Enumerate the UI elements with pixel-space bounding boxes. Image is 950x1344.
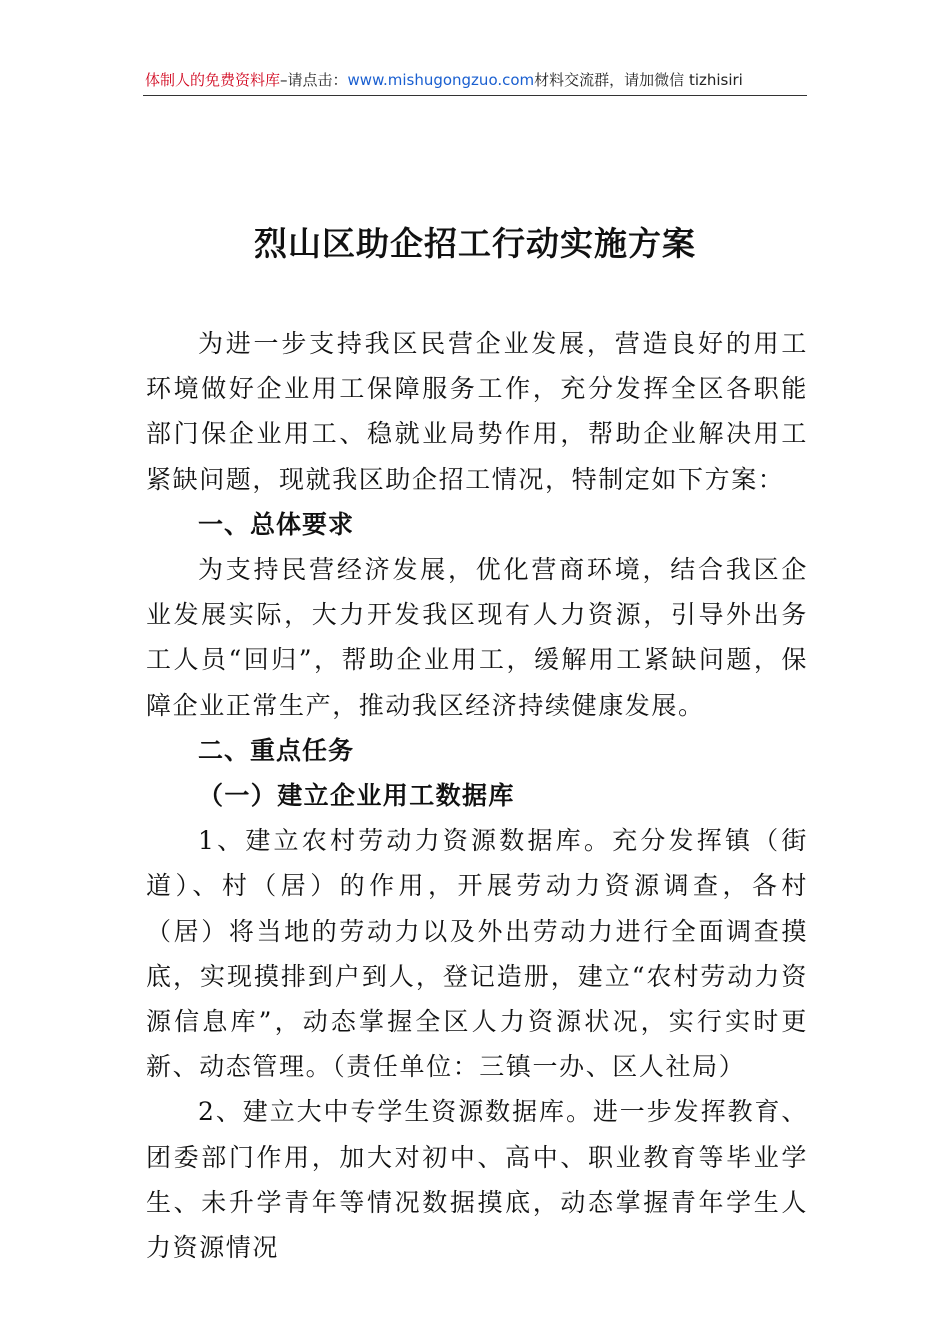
header-divider — [143, 95, 807, 96]
item-2-paragraph: 2、建立大中专学生资源数据库。进一步发挥教育、团委部门作用，加大对初中、高中、职业教育等毕业学生、未升学青年等情况数据摸底，动态掌握青年学生人力资源情况 — [146, 1097, 808, 1263]
document-body — [146, 321, 808, 1270]
section-1-heading: 一、总体要求 — [198, 509, 355, 539]
header-brand: 体制人的免费资料库 — [145, 71, 281, 89]
section-1-paragraph: 为支持民营经济发展，优化营商环境，结合我区企业发展实际，大力开发我区现有人力资源，引导外出务工人员“回归”，帮助企业用工，缓解用工紧缺问题，保障企业正常生产，推动我区经济持续健康发展。 — [146, 555, 808, 720]
section-2-heading: 二、重点任务 — [198, 735, 355, 765]
document-title: 烈山区助企招工行动实施方案 — [254, 224, 696, 263]
intro-paragraph: 为进一步支持我区民营企业发展，营造良好的用工环境做好企业用工保障服务工作，充分发挥全区各职能部门保企业用工、稳就业局势作用，帮助企业解决用工紧缺问题，现就我区助企招工情况，特制定如下方案： — [146, 329, 808, 494]
header-prompt: –请点击： — [280, 71, 348, 89]
subsection-1-heading: （一）建立企业用工数据库 — [198, 781, 515, 811]
header-tail: 材料交流群，请加微信 tizhisiri — [534, 71, 743, 89]
page-header — [145, 66, 805, 94]
item-1-paragraph: 1、建立农村劳动力资源数据库。充分发挥镇（街道）、村（居）的作用，开展劳动力资源调查，各村（居）将当地的劳动力以及外出劳动力进行全面调查摸底，实现摸排到户到人，登记造册，建立“农村劳动力资源信息库”，动态掌握全区人力资源状况，实行实时更新、动态管理。（责任单位：三镇一办、区人社局） — [146, 826, 808, 1082]
header-url-link[interactable]: www.mishugongzuo.com — [347, 71, 535, 89]
